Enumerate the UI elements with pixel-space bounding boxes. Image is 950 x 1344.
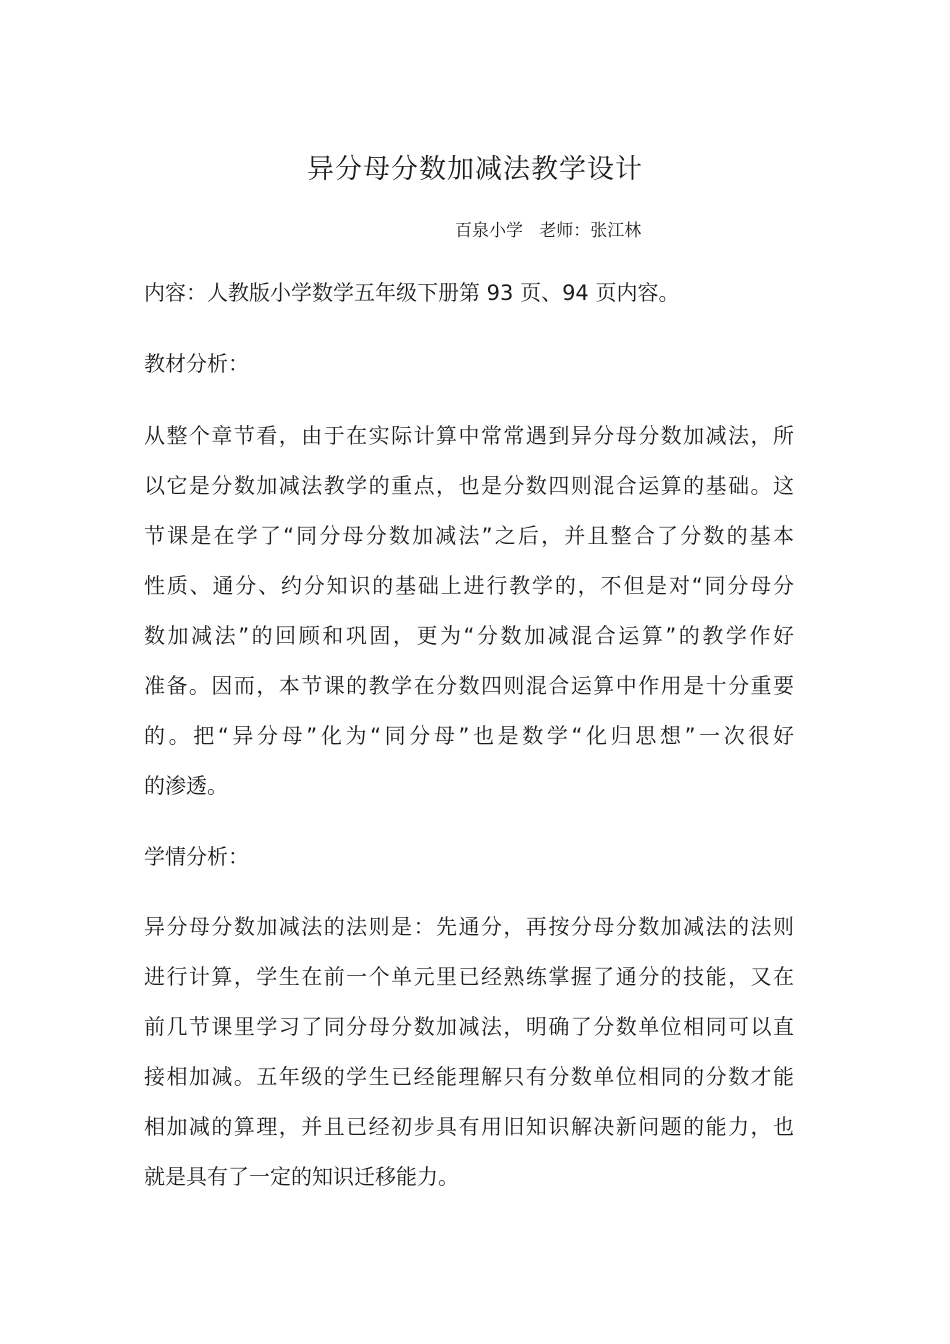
paragraph-line: 以它是分数加减法教学的重点，也是分数四则混合运算的基础。这: [144, 474, 794, 498]
section-heading-student-analysis: 学情分析：: [144, 845, 249, 869]
paragraph-line: 数加减法”的回顾和巩固，更为“分数加减混合运算”的教学作好: [144, 624, 794, 648]
paragraph-line: 就是具有了一定的知识迁移能力。: [144, 1165, 459, 1189]
student-analysis-paragraph: [144, 910, 794, 1210]
paragraph-line: 的。把“异分母”化为“同分母”也是数学“化归思想”一次很好: [144, 724, 794, 748]
paragraph-line: 前几节课里学习了同分母分数加减法，明确了分数单位相同可以直: [144, 1015, 794, 1039]
section-heading-material-analysis: 教材分析：: [144, 352, 249, 376]
content-scope: 内容：人教版小学数学五年级下册第 93 页、94 页内容。: [144, 281, 680, 305]
paragraph-line: 进行计算，学生在前一个单元里已经熟练掌握了通分的技能，又在: [144, 965, 794, 989]
paragraph-line: 的渗透。: [144, 774, 228, 798]
paragraph-line: 接相加减。五年级的学生已经能理解只有分数单位相同的分数才能: [144, 1065, 794, 1089]
paragraph-line: 准备。因而，本节课的教学在分数四则混合运算中作用是十分重要: [144, 674, 794, 698]
document-title: 异分母分数加减法教学设计: [307, 154, 643, 185]
material-analysis-paragraph: [144, 419, 794, 819]
paragraph-line: 相加减的算理，并且已经初步具有用旧知识解决新问题的能力，也: [144, 1115, 794, 1139]
author-byline: 百泉小学 老师：张江林: [455, 221, 642, 241]
paragraph-line: 从整个章节看，由于在实际计算中常常遇到异分母分数加减法，所: [144, 424, 794, 448]
paragraph-line: 节课是在学了“同分母分数加减法”之后，并且整合了分数的基本: [144, 524, 794, 548]
paragraph-line: 异分母分数加减法的法则是：先通分，再按分母分数加减法的法则: [144, 915, 794, 939]
paragraph-line: 性质、通分、约分知识的基础上进行教学的，不但是对“同分母分: [144, 574, 794, 598]
